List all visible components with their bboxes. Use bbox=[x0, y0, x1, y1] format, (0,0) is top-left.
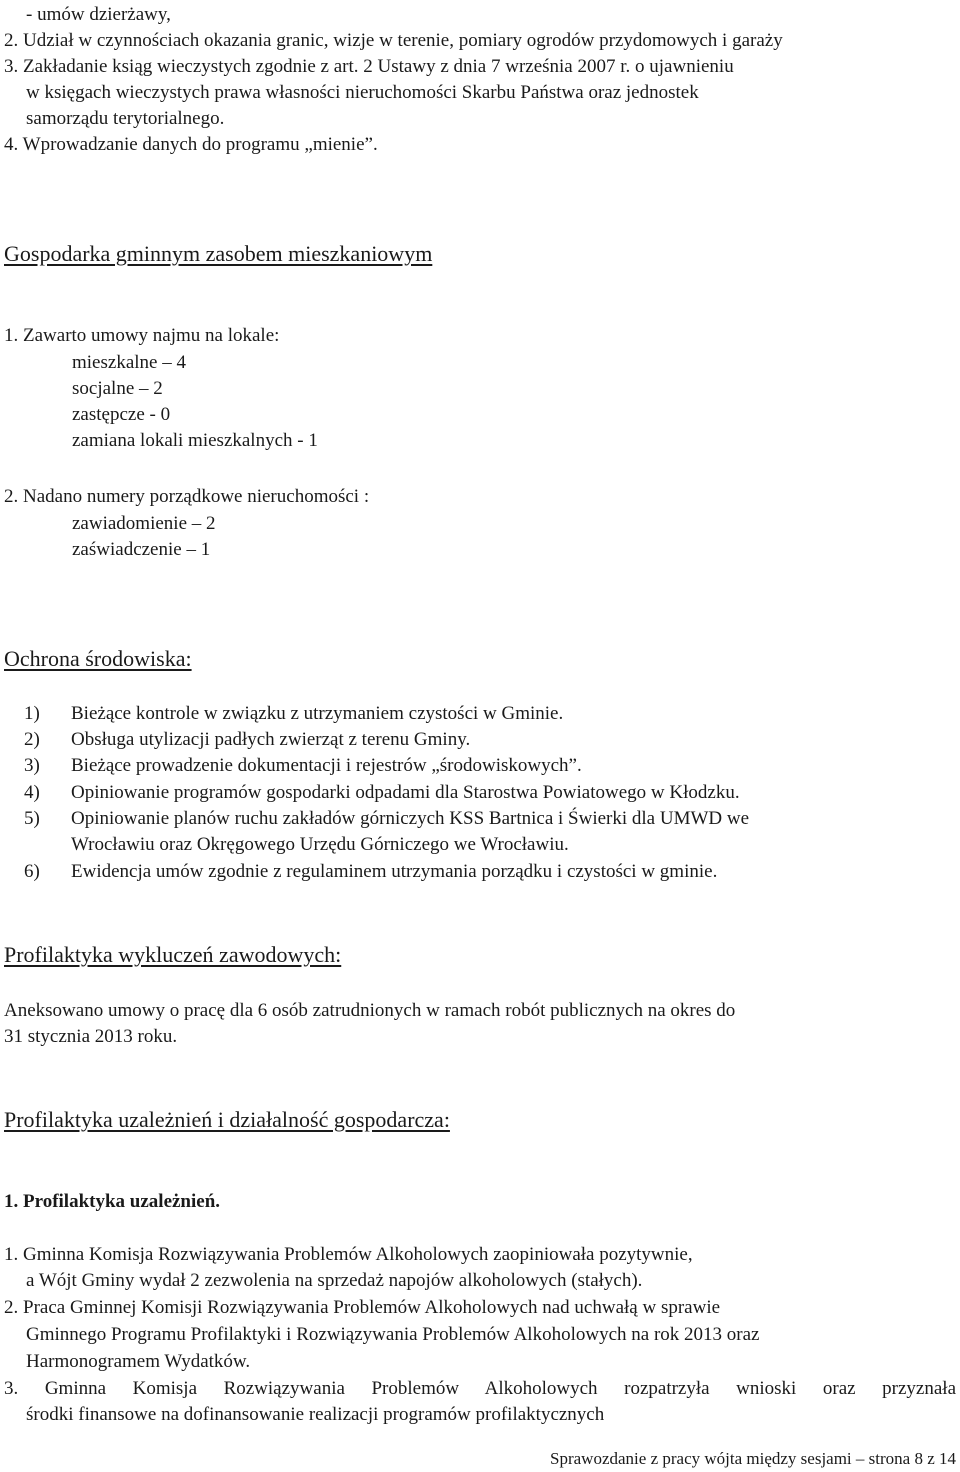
addiction-line: 3. Gminna Komisja Rozwiązywania Problemów Alkoholowych rozpatrzyła wnioski oraz przyznała bbox=[4, 1378, 956, 1399]
unemployment-heading: Profilaktyka wykluczeń zawodowych: bbox=[4, 942, 342, 967]
housing-subitem: zastępcze - 0 bbox=[72, 404, 171, 425]
housing-heading: Gospodarka gminnym zasobem mieszkaniowym bbox=[4, 241, 433, 266]
addiction-line: Harmonogramem Wydatków. bbox=[26, 1351, 251, 1372]
intro-line: samorządu terytorialnego. bbox=[26, 108, 225, 129]
housing-subitem: zawiadomienie – 2 bbox=[72, 513, 216, 534]
addiction-line: Gminnego Programu Profilaktyki i Rozwiązywania Problemów Alkoholowych na rok 2013 oraz bbox=[26, 1324, 760, 1345]
intro-line: w księgach wieczystych prawa własności nieruchomości Skarbu Państwa oraz jednostek bbox=[26, 82, 699, 103]
environment-item bbox=[24, 832, 569, 858]
item-text: Ewidencja umów zgodnie z regulaminem utrzymania porządku i czystości w gminie. bbox=[71, 861, 718, 882]
item-text: Opiniowanie programów gospodarki odpadami dla Starostwa Powiatowego w Kłodzku. bbox=[71, 782, 740, 803]
intro-line: 2. Udział w czynnościach okazania granic, wizje w terenie, pomiary ogrodów przydomowych i garaży bbox=[4, 30, 783, 51]
environment-item bbox=[24, 859, 717, 885]
item-text: Bieżące kontrole w związku z utrzymaniem czystości w Gminie. bbox=[71, 703, 564, 724]
page-footer: Sprawozdanie z pracy wójta między sesjami – strona 8 z 14 bbox=[550, 1449, 956, 1468]
unemployment-line: Aneksowano umowy o pracę dla 6 osób zatrudnionych w ramach robót publicznych na okres do bbox=[4, 1000, 736, 1021]
item-number: 6) bbox=[24, 861, 40, 882]
item-number: 3) bbox=[24, 755, 40, 776]
unemployment-line: 31 stycznia 2013 roku. bbox=[4, 1026, 178, 1047]
item-text: Bieżące prowadzenie dokumentacji i rejestrów „środowiskowych”. bbox=[71, 755, 582, 776]
addiction-line: 1. Gminna Komisja Rozwiązywania Problemów Alkoholowych zaopiniowała pozytywnie, bbox=[4, 1244, 693, 1265]
addiction-line: środki finansowe na dofinansowanie realizacji programów profilaktycznych bbox=[26, 1404, 605, 1425]
housing-item-1: 1. Zawarto umowy najmu na lokale: bbox=[4, 325, 280, 346]
item-number: 1) bbox=[24, 703, 40, 724]
addiction-heading: Profilaktyka uzależnień i działalność gospodarcza: bbox=[4, 1107, 450, 1132]
environment-item bbox=[24, 753, 582, 779]
intro-line: - umów dzierżawy, bbox=[26, 4, 171, 25]
item-text: Opiniowanie planów ruchu zakładów górniczych KSS Bartnica i Świerki dla UMWD we bbox=[71, 808, 750, 829]
item-number: 5) bbox=[24, 808, 40, 829]
environment-heading: Ochrona środowiska: bbox=[4, 646, 192, 671]
item-number: 2) bbox=[24, 729, 40, 750]
environment-item bbox=[24, 701, 563, 727]
housing-subitem: socjalne – 2 bbox=[72, 378, 163, 399]
environment-item bbox=[24, 806, 749, 832]
housing-item-2: 2. Nadano numery porządkowe nieruchomości : bbox=[4, 486, 370, 507]
housing-subitem: zamiana lokali mieszkalnych - 1 bbox=[72, 430, 318, 451]
item-text: Wrocławiu oraz Okręgowego Urzędu Górniczego we Wrocławiu. bbox=[71, 834, 569, 855]
addiction-line: 2. Praca Gminnej Komisji Rozwiązywania Problemów Alkoholowych nad uchwałą w sprawie bbox=[4, 1297, 721, 1318]
intro-line: 4. Wprowadzanie danych do programu „mienie”. bbox=[4, 134, 378, 155]
environment-item bbox=[24, 780, 740, 806]
housing-subitem: mieszkalne – 4 bbox=[72, 352, 186, 373]
environment-item bbox=[24, 727, 470, 753]
intro-line: 3. Zakładanie ksiąg wieczystych zgodnie z art. 2 Ustawy z dnia 7 września 2007 r. o ujawnieniu bbox=[4, 56, 734, 77]
item-text: Obsługa utylizacji padłych zwierząt z terenu Gminy. bbox=[71, 729, 471, 750]
addiction-subheading: 1. Profilaktyka uzależnień. bbox=[4, 1191, 221, 1212]
addiction-line: a Wójt Gminy wydał 2 zezwolenia na sprzedaż napojów alkoholowych (stałych). bbox=[26, 1270, 643, 1291]
item-number: 4) bbox=[24, 782, 40, 803]
housing-subitem: zaświadczenie – 1 bbox=[72, 539, 211, 560]
